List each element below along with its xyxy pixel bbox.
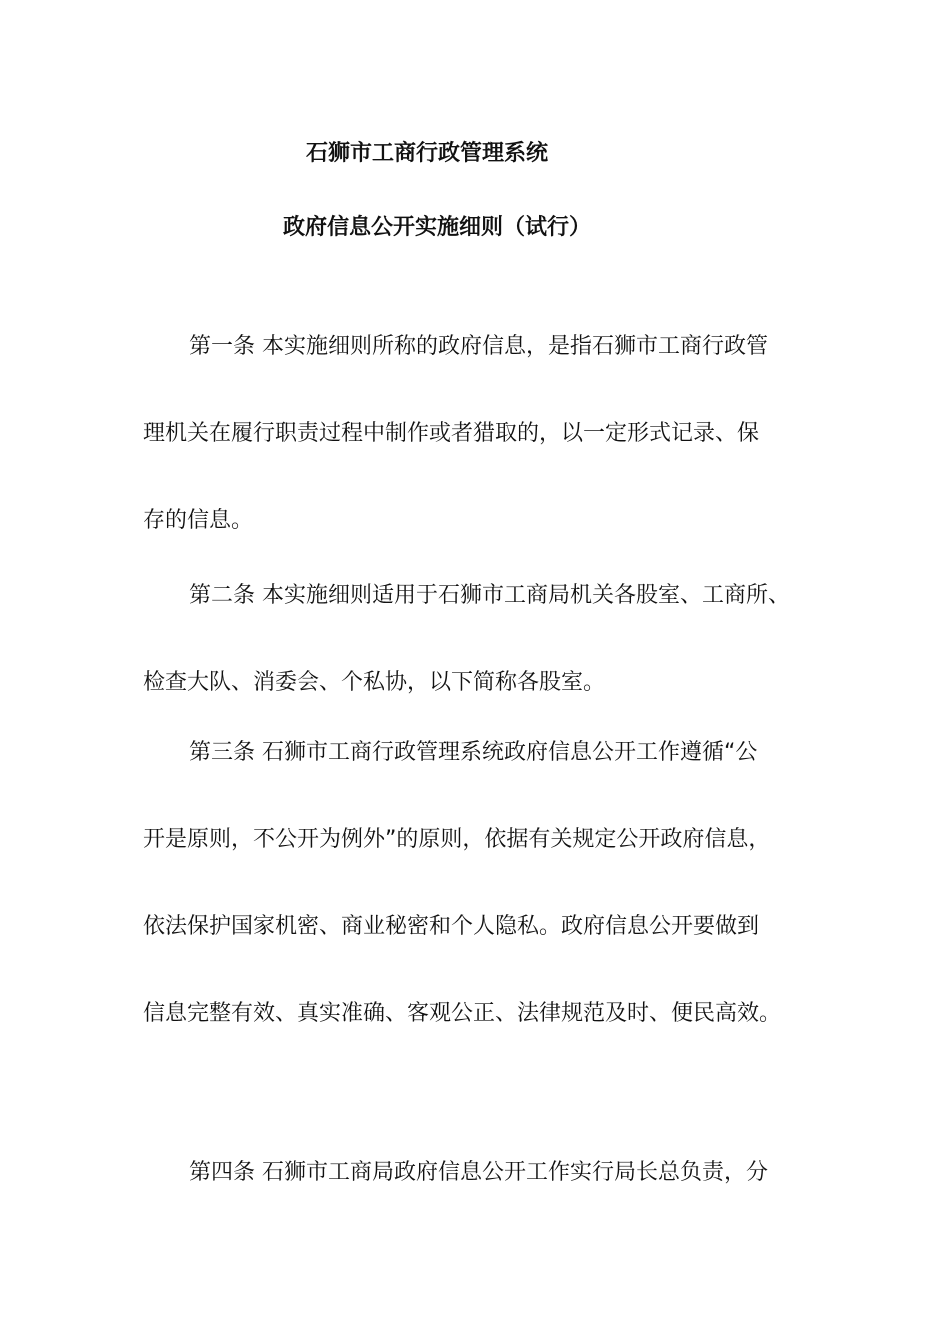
article-3-line-1: 第三条 石狮市工商行政管理系统政府信息公开工作遵循“公 — [189, 740, 758, 765]
article-3-line-4: 信息完整有效、真实准确、客观公正、法律规范及时、便民高效。 — [143, 1001, 782, 1026]
article-2-line-2: 检查大队、消委会、个私协，以下简称各股室。 — [143, 670, 606, 695]
article-1-line-3: 存的信息。 — [143, 508, 254, 533]
article-3-line-3: 依法保护国家机密、商业秘密和个人隐私。政府信息公开要做到 — [143, 914, 760, 939]
document-title-line-1: 石狮市工商行政管理系统 — [306, 141, 549, 166]
document-title-line-2: 政府信息公开实施细则（试行） — [283, 215, 592, 240]
article-1-line-2: 理机关在履行职责过程中制作或者猎取的，以一定形式记录、保 — [143, 421, 760, 446]
article-2-line-1: 第二条 本实施细则适用于石狮市工商局机关各股室、工商所、 — [189, 583, 790, 608]
article-1-line-1: 第一条 本实施细则所称的政府信息，是指石狮市工商行政管 — [189, 334, 768, 359]
article-3-line-2: 开是原则，不公开为例外”的原则，依据有关规定公开政府信息， — [143, 827, 771, 852]
article-4-line-1: 第四条 石狮市工商局政府信息公开工作实行局长总负责，分 — [189, 1160, 768, 1185]
